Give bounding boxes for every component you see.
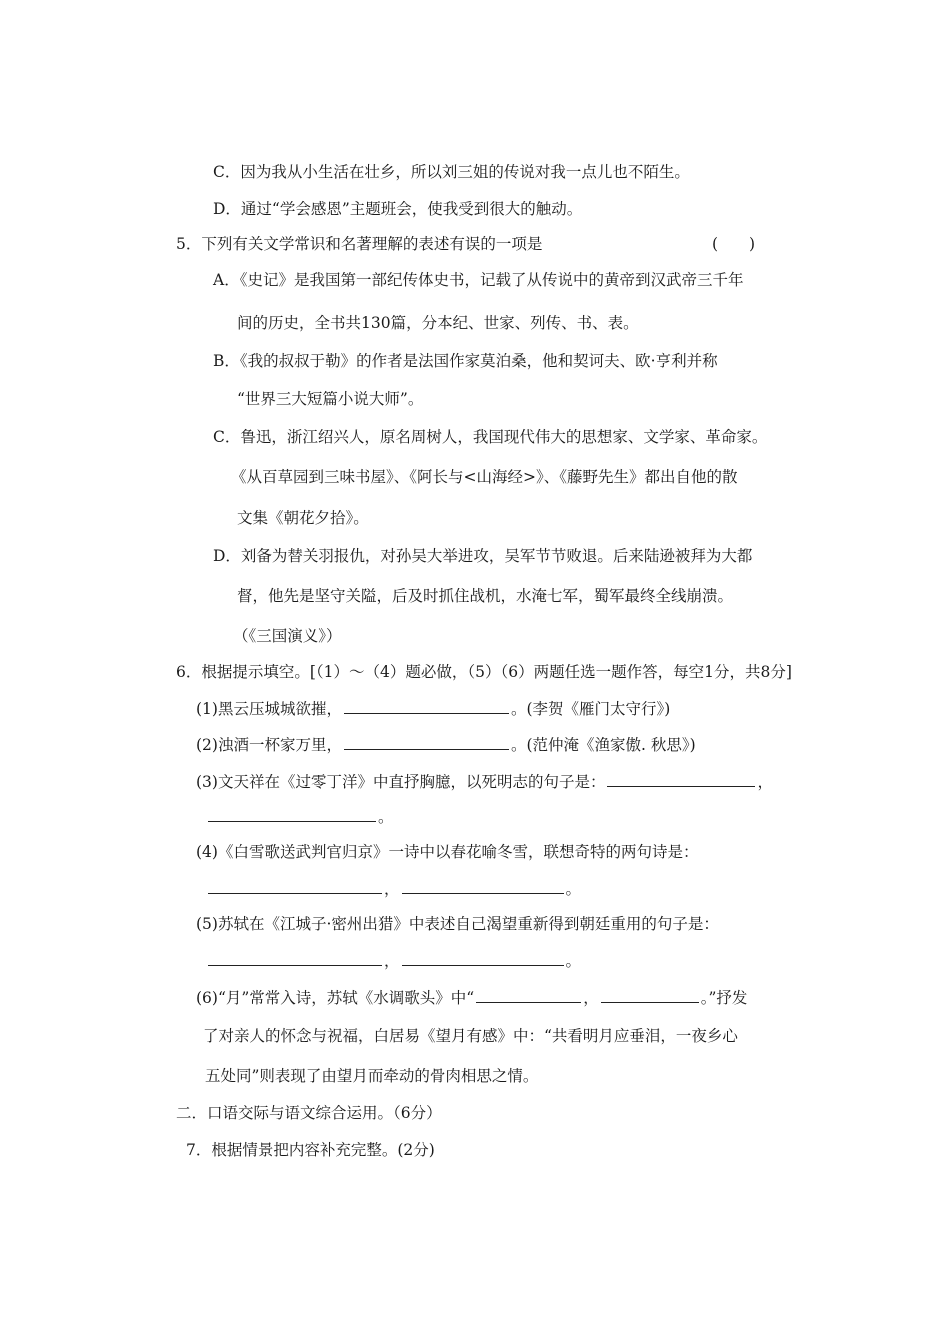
q6-item-4: (4)《白雪歌送武判官归京》一诗中以春花喻冬雪，联想奇特的两句诗是： (196, 843, 699, 861)
q6-item-5-blanks (206, 949, 581, 972)
q6-stem: 6．根据提示填空。[（1）～（4）题必做，（5）（6）两题任选一题作答，每空1分，共8分] (176, 663, 792, 681)
answer-blank[interactable] (208, 805, 376, 822)
answer-blank[interactable] (476, 986, 581, 1003)
q5-option-c-line3: 文集《朝花夕拾》。 (237, 509, 369, 527)
answer-blank[interactable] (402, 877, 564, 894)
period: 。 (378, 808, 394, 826)
q5-option-c-line2: 《从百草园到三味书屋》、《阿长与<山海经>》、《藤野先生》都出自他的散 (231, 468, 738, 486)
q5-option-c-line1: C．鲁迅，浙江绍兴人，原名周树人，我国现代伟大的思想家、文学家、革命家。 (213, 428, 768, 446)
comma: ， (384, 880, 400, 898)
q6-item-1-source: 。(李贺《雁门太守行》) (510, 700, 671, 718)
answer-blank[interactable] (208, 877, 382, 894)
q6-item-1 (196, 697, 670, 720)
q6-item-4-blanks (206, 877, 581, 900)
q6-item-3 (196, 770, 773, 793)
q4-option-d: D．通过“学会感恩”主题班会，使我受到很大的触动。 (213, 200, 583, 218)
period: 。 (565, 880, 582, 898)
comma: ， (384, 952, 400, 970)
q6-item-6-prompt: (6)“月”常常入诗，苏轼《水调歌头》中“ (196, 989, 475, 1007)
q5-option-a-line1: A．《史记》是我国第一部纪传体史书，记载了从传说中的黄帝到汉武帝三千年 (213, 271, 744, 289)
answer-blank[interactable] (601, 986, 699, 1003)
q5-option-b-line1: B．《我的叔叔于勒》的作者是法国作家莫泊桑，他和契诃夫、欧·亨利并称 (213, 352, 718, 370)
q6-item-6-line3: 五处同”则表现了由望月而牵动的骨肉相思之情。 (205, 1067, 539, 1085)
q5-option-d-line2: 督，他先是坚守关隘，后及时抓住战机，水淹七军，蜀军最终全线崩溃。 (237, 587, 734, 605)
q5-answer-paren: ( ) (712, 235, 756, 253)
q7-stem: 7．根据情景把内容补充完整。(2分) (186, 1141, 435, 1159)
answer-blank[interactable] (402, 949, 564, 966)
q6-item-2-source: 。(范仲淹《渔家傲. 秋思》) (510, 736, 696, 754)
q6-item-2-prompt: (2)浊酒一杯家万里， (196, 736, 342, 754)
q5-option-d-line1: D．刘备为替关羽报仇，对孙吴大举进攻，吴军节节败退。后来陆逊被拜为大都 (213, 547, 753, 565)
q5-option-a-line2: 间的历史，全书共130篇，分本纪、世家、列传、书、表。 (237, 314, 639, 332)
q5-option-b-line2: “世界三大短篇小说大师”。 (237, 390, 424, 408)
period: 。 (565, 952, 582, 970)
q6-item-5: (5)苏轼在《江城子·密州出猎》中表述自己渴望重新得到朝廷重用的句子是： (196, 915, 719, 933)
q6-item-3-prompt: (3)文天祥在《过零丁洋》中直抒胸臆，以死明志的句子是： (196, 773, 606, 791)
answer-blank[interactable] (344, 733, 509, 750)
q4-option-c: C．因为我从小生活在壮乡，所以刘三姐的传说对我一点儿也不陌生。 (213, 163, 690, 181)
q6-item-3-line2 (206, 805, 394, 828)
q6-item-6 (196, 986, 747, 1009)
answer-blank[interactable] (208, 949, 382, 966)
q6-item-2 (196, 733, 696, 756)
q6-item-6-tail: 。”抒发 (700, 989, 748, 1007)
q5-stem: 5．下列有关文学常识和名著理解的表述有误的一项是 (176, 235, 543, 253)
q6-item-1-prompt: (1)黑云压城城欲摧， (196, 700, 342, 718)
q6-item-6-line2: 了对亲人的怀念与祝福，白居易《望月有感》中：“共看明月应垂泪，一夜乡心 (203, 1027, 738, 1045)
section-2-title: 二．口语交际与语文综合运用。（6分） (176, 1104, 442, 1122)
answer-blank[interactable] (607, 770, 755, 787)
answer-blank[interactable] (344, 697, 509, 714)
comma: ， (583, 989, 599, 1007)
comma: ， (757, 773, 773, 791)
q5-option-d-line3: （《三国演义》） (233, 627, 342, 645)
